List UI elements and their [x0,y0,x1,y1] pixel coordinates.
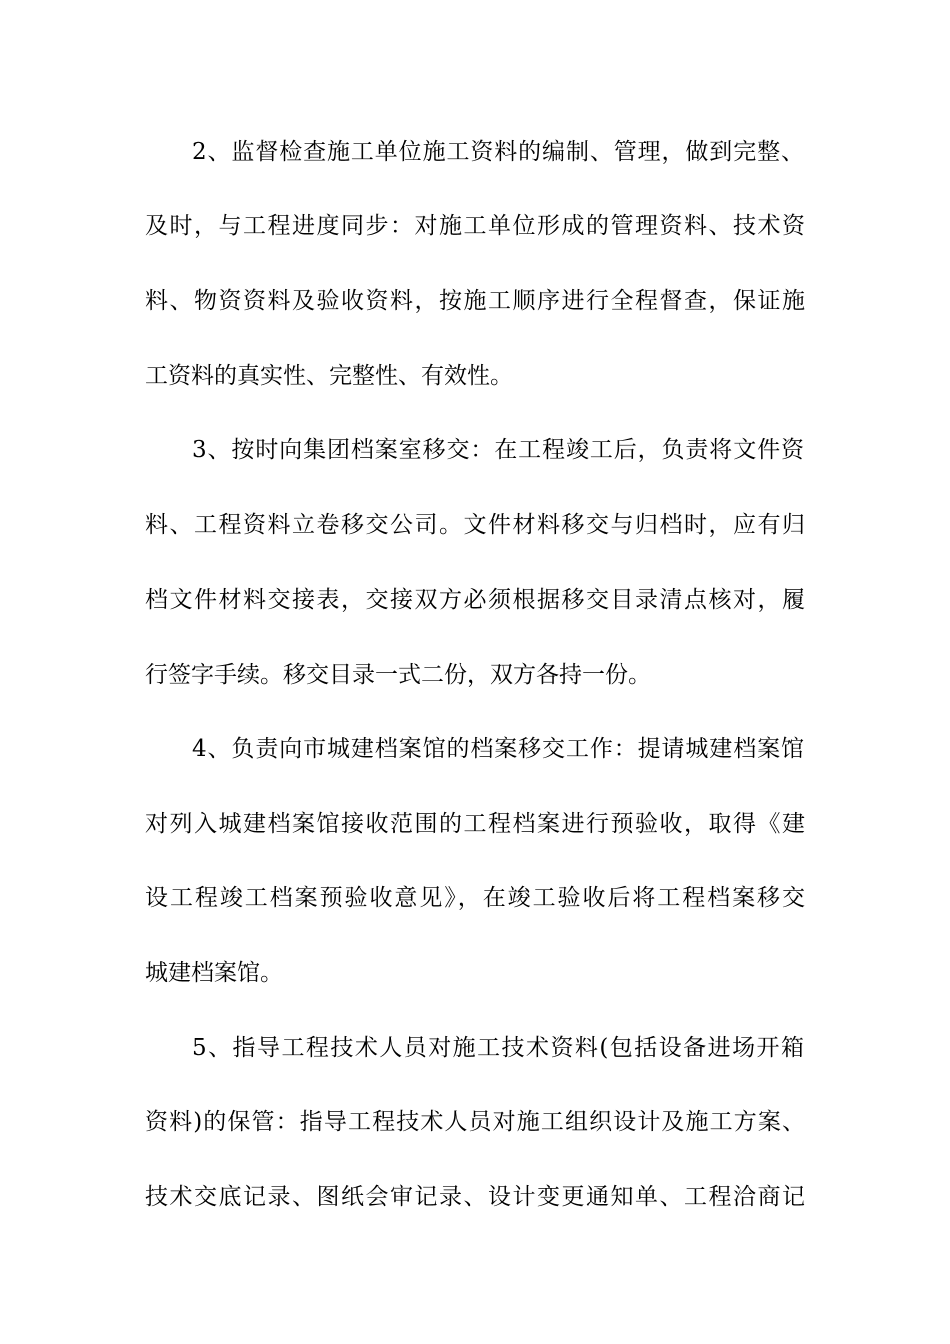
paragraph-3-line-1: 3、按时向集团档案室移交：在工程竣工后，负责将文件资 [192,437,804,463]
paragraph-2-line-1: 2、监督检查施工单位施工资料的编制、管理，做到完整、 [192,139,804,165]
paragraph-3-line-3: 档文件材料交接表，交接双方必须根据移交目录清点核对，履 [145,587,805,613]
paragraph-3-line-2: 料、工程资料立卷移交公司。文件材料移交与归档时，应有归 [145,512,805,538]
paragraph-5-line-2: 资料)的保管：指导工程技术人员对施工组织设计及施工方案、 [145,1109,805,1135]
paragraph-4-line-2: 对列入城建档案馆接收范围的工程档案进行预验收，取得《建 [145,811,805,837]
paragraph-3-line-4: 行签字手续。移交目录一式二份，双方各持一份。 [145,662,651,688]
paragraph-5-line-3: 技术交底记录、图纸会审记录、设计变更通知单、工程洽商记 [145,1184,805,1210]
paragraph-2-line-2: 及时，与工程进度同步：对施工单位形成的管理资料、技术资 [145,213,805,239]
paragraph-5-line-1: 5、指导工程技术人员对施工技术资料(包括设备进场开箱 [192,1035,804,1061]
paragraph-2-line-3: 料、物资资料及验收资料，按施工顺序进行全程督查，保证施 [145,288,805,314]
paragraph-4-line-1: 4、负责向市城建档案馆的档案移交工作：提请城建档案馆 [192,736,804,762]
paragraph-4-line-3: 设工程竣工档案预验收意见》，在竣工验收后将工程档案移交 [145,885,805,911]
paragraph-4-line-4: 城建档案馆。 [145,960,283,986]
paragraph-2-line-4: 工资料的真实性、完整性、有效性。 [145,363,513,389]
